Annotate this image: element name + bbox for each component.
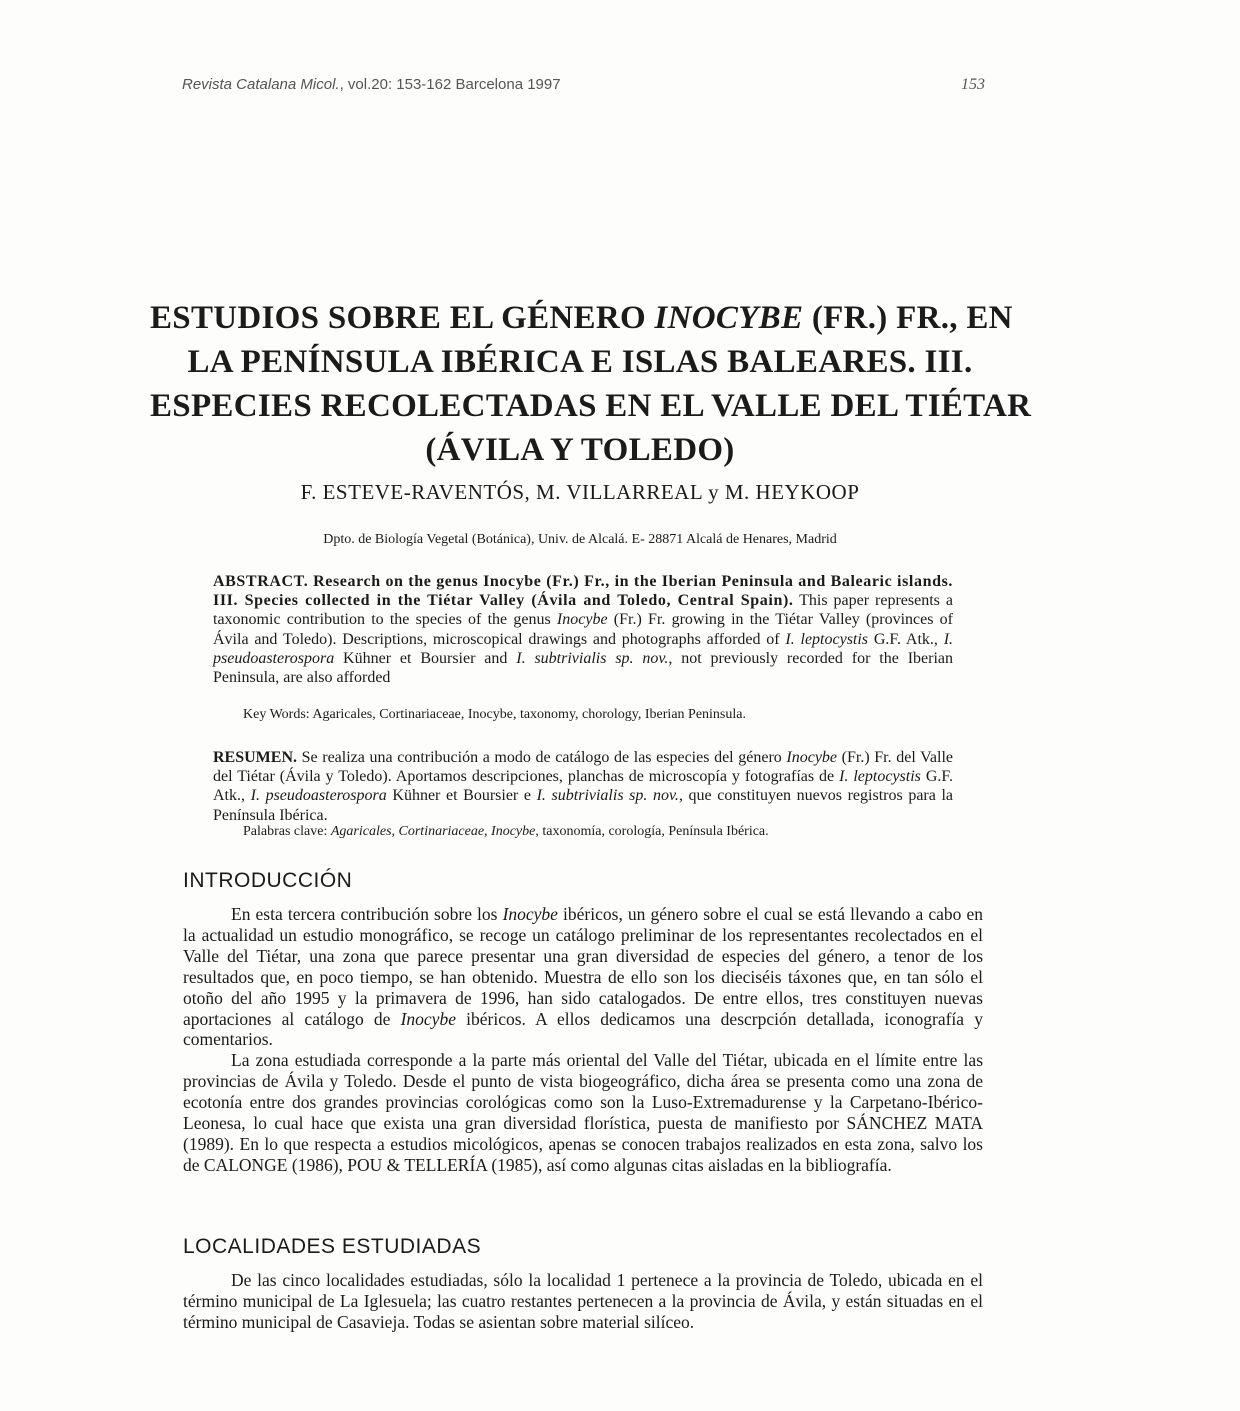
resumen-italic: Inocybe [786, 749, 838, 766]
journal-volume: , vol.20: 153-162 Barcelona 1997 [339, 76, 561, 93]
authors: F. ESTEVE-RAVENTÓS, M. VILLARREAL y M. HEYKOOP [300, 480, 860, 504]
resumen-text: G.F. Atk., [213, 768, 954, 805]
abstract-text: G.F. Atk., [868, 630, 944, 648]
paragraph-text: ibéricos, un género sobre el cual se está llevando a cabo en la actualidad un estudio monográfico, se recoge un catálogo preliminar de los representantes recolectados en el Valle del Tiétar, una zona que parece presentar una gran diversidad de especies del género, a tenor de los resultados que, en poco tiempo, se han obtenido. Muestra de ello son los dieciséis táxones que, en tan sólo el otoño del año 1995 y la primavera de 1996, han sido catalogados. De entre ellos, tres constituyen nuevas aportaciones al catálogo de [183, 904, 983, 1029]
title-line-3: ESPECIES RECOLECTADAS EN EL VALLE DEL TIÉTAR [150, 388, 1032, 424]
resumen-title: RESUMEN. [213, 749, 298, 766]
resumen-text: , que constituyen nuevos registros para la Península Ibérica. [213, 787, 954, 824]
resumen-italic: I. subtrivialis sp. nov. [536, 787, 679, 805]
journal-name: Revista Catalana Micol. [182, 76, 340, 93]
abstract-italic: I. subtrivialis sp. nov. [516, 649, 669, 667]
page-number: 153 [961, 76, 985, 93]
title-line-4: (ÁVILA Y TOLEDO) [425, 432, 735, 468]
resumen-text: Kühner et Boursier e [386, 787, 537, 805]
paragraph-italic: Inocybe [400, 1008, 456, 1029]
intro-paragraph-2: La zona estudiada corresponde a la parte más oriental del Valle del Tiétar, ubicada en el límite entre las provincias de Ávila y Toledo. Desde el punto de vista biogeográfico, dicha área se presenta como una zona de ecotonía entre dos grandes provincias corológicas como son la Luso-Extremadurense y la Carpetano-Ibérico-Leonesa, lo cual hace que exista una gran diversidad florística, puesta de manifiesto por SÁNCHEZ MATA (1989). En lo que respecta a estudios micológicos, apenas se conocen trabajos realizados en esta zona, salvo los de CALONGE (1986), POU & TELLERÍA (1985), así como algunas citas aisladas en la bibliografía. [183, 1050, 983, 1175]
section-introduccion [183, 904, 983, 1176]
section-heading-localidades: LOCALIDADES ESTUDIADAS [183, 1235, 482, 1258]
paper-title [150, 296, 1032, 472]
palabras-clave-label: Palabras clave: [243, 824, 331, 839]
abstract-italic: I. leptocystis [785, 630, 869, 648]
title-text: (FR.) FR., EN [803, 300, 1013, 336]
abstract-italic: I. pseudoasterospora [213, 630, 954, 667]
abstract-text: , not previously recorded for the Iberian Peninsula, are also afforded [213, 649, 954, 687]
resumen-text: (Fr.) Fr. del Valle del Tiétar (Ávila y Toledo). Aportamos descripciones, planchas de microscopía y fotografías de [213, 749, 953, 786]
paragraph-text: En esta tercera contribución sobre los [231, 904, 503, 924]
paragraph-text: ibéricos. A ellos dedicamos una descrpción detallada, iconografía y comentarios. [183, 1008, 983, 1050]
abstract-title: ABSTRACT. Research on the genus Inocybe (Fr.) Fr., in the Iberian Peninsula and Balearic islands. III. Species collected in the Tiétar Valley (Ávila and Toledo, Central Spain). [213, 573, 953, 610]
resumen-text: Se realiza una contribución a modo de catálogo de las especies del género [297, 749, 787, 766]
paragraph-italic: Inocybe [502, 904, 558, 924]
abstract [213, 572, 953, 687]
resumen-italic: I. pseudoasterospora [250, 787, 387, 805]
title-genus: INOCYBE [654, 300, 804, 336]
title-line-1 [150, 296, 1013, 340]
palabras-clave [243, 824, 943, 840]
title-line-2: LA PENÍNSULA IBÉRICA E ISLAS BALEARES. III. [187, 344, 973, 380]
abstract-text: This paper represents a taxonomic contribution to the species of the genus [213, 592, 953, 629]
resumen [213, 748, 953, 825]
running-header [182, 76, 985, 100]
localidades-paragraph-1: De las cinco localidades estudiadas, sólo la localidad 1 pertenece a la provincia de Toledo, ubicada en el término municipal de La Iglesuela; las cuatro restantes pertenecen a la provincia de Ávila, y están situadas en el término municipal de Casavieja. Todas se asientan sobre material silíceo. [183, 1270, 983, 1332]
palabras-clave-text: , taxonomía, corología, Península Ibérica. [535, 824, 769, 839]
affiliation: Dpto. de Biología Vegetal (Botánica), Univ. de Alcalá. E- 28871 Alcalá de Henares, Madrid [323, 532, 837, 547]
section-heading-introduccion: INTRODUCCIÓN [183, 869, 353, 892]
section-localidades [183, 1270, 983, 1333]
palabras-clave-italic: Agaricales, Cortinariaceae, Inocybe [330, 824, 536, 839]
abstract-text: (Fr.) Fr. growing in the Tiétar Valley (provinces of Ávila and Toledo). Descriptions, microscopical drawings and photographs afforded of [213, 611, 954, 648]
resumen-italic: I. leptocystis [839, 768, 921, 786]
title-text: ESTUDIOS SOBRE EL GÉNERO [150, 300, 655, 336]
journal-citation [182, 76, 561, 93]
keywords: Key Words: Agaricales, Cortinariaceae, Inocybe, taxonomy, chorology, Iberian Peninsula. [243, 707, 746, 722]
intro-paragraph-1 [183, 904, 983, 1050]
abstract-text: Kühner et Boursier and [334, 649, 517, 667]
abstract-italic: Inocybe [556, 611, 608, 629]
